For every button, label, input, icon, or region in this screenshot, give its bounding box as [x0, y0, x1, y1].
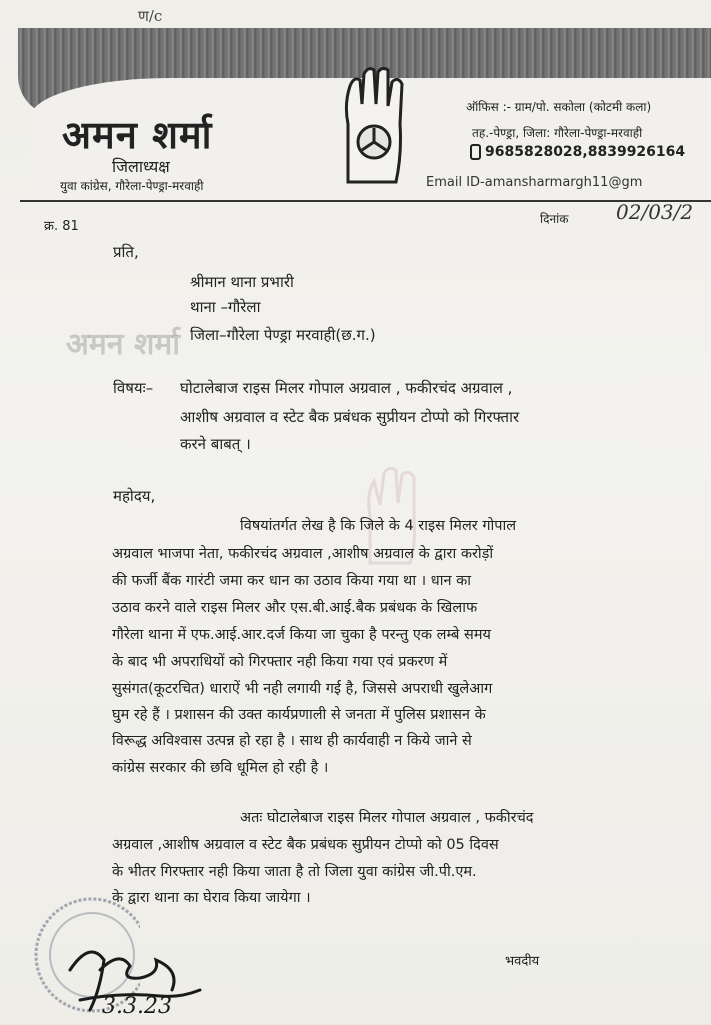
subject-line-2: आशीष अग्रवाल व स्टेट बैक प्रबंधक सुप्रीयन टोप्पो को गिरफ्तार: [180, 408, 520, 426]
letterhead-name: अमन शर्मा: [62, 113, 213, 157]
body-line: के द्वारा थाना का घेराव किया जायेगा ।: [112, 890, 311, 906]
corner-handwritten-mark: ण/c: [138, 7, 163, 25]
reference-number: क्र. 81: [44, 219, 79, 234]
header-divider: [20, 200, 711, 202]
body-line: अग्रवाल भाजपा नेता, फकीरचंद अग्रवाल ,आशीष अग्रवाल के द्वारा करोड़ों: [112, 546, 494, 562]
body-line: घुम रहे हैं । प्रशासन की उक्त कार्यप्रणाली से जनता में पुलिस प्रशासन के: [112, 707, 486, 723]
address-line-2: थाना –गौरेला: [190, 298, 261, 316]
closing-word: भवदीय: [505, 954, 540, 969]
phone-icon: [470, 144, 481, 160]
body-line: सुसंगत(कूटरचित) धाराऐं भी नही लगायी गई है, जिससे अपराधी खुलेआग: [112, 681, 493, 697]
body-line: विषयांतर्गत लेख है कि जिले के 4 राइस मिलर गोपाल: [240, 518, 517, 534]
body-line: की फर्जी बैंक गारंटी जमा कर धान का उठाव किया गया था । धान का: [112, 573, 472, 589]
body-line: के बाद भी अपराधियों को गिरफ्तार नही किया गया एवं प्रकरण में: [112, 654, 448, 670]
body-line: उठाव करने वाले राइस मिलर और एस.बी.आई.बैक प्रबंधक के खिलाफ: [112, 600, 478, 616]
address-line-3: जिला–गौरेला पेण्ड्रा मरवाही(छ.ग.): [190, 326, 376, 344]
district-address: तह.-पेण्ड्रा, जिला: गौरेला-पेण्ड्रा-मरवाही: [472, 126, 643, 140]
address-line-1: श्रीमान थाना प्रभारी: [190, 273, 294, 291]
phone-numbers: 9685828028,8839926164: [485, 144, 686, 160]
body-line: अतः घोटालेबाज राइस मिलर गोपाल अग्रवाल , फकीरचंद: [240, 810, 534, 826]
letterhead-role: जिलाध्यक्ष: [112, 157, 170, 176]
date-value: 02/03/2: [616, 200, 694, 224]
body-line: गौरेला थाना में एफ.आई.आर.दर्ज किया जा चुका है परन्तु एक लम्बे समय: [112, 627, 491, 643]
body-line: अग्रवाल ,आशीष अग्रवाल व स्टेट बैक प्रबंधक सुप्रीयन टोप्पो को 05 दिवस: [112, 837, 499, 853]
signature-date: 3.3.23: [102, 994, 172, 1019]
subject-line-1: घोटालेबाज राइस मिलर गोपाल अग्रवाल , फकीरचंद अग्रवाल ,: [180, 379, 513, 397]
faded-stamp: अमन शर्मा: [66, 327, 181, 362]
address-to: प्रति,: [113, 243, 139, 261]
subject-label: विषयः–: [113, 379, 154, 397]
body-line: के भीतर गिरफ्तार नही किया जाता है तो जिला युवा कांग्रेस जी.पी.एम.: [112, 864, 477, 880]
office-address: ऑफिस :- ग्राम/पो. सकोला (कोटमी कला): [466, 100, 652, 114]
subject-line-3: करने बाबत् ।: [180, 435, 251, 453]
email-address: Email ID-amansharmargh11@gm: [426, 175, 643, 190]
body-line: विरूद्ध अविश्वास उत्पन्न हो रहा है । साथ ही कार्यवाही न किये जाने से: [112, 733, 472, 749]
congress-hand-logo-icon: [330, 64, 416, 184]
date-label: दिनांक: [540, 212, 569, 226]
body-line: कांग्रेस सरकार की छवि धूमिल हो रही है ।: [112, 760, 329, 776]
phone-row: [470, 144, 685, 160]
salutation: महोदय,: [113, 487, 156, 505]
letterhead-organization: युवा कांग्रेस, गौरेला-पेण्ड्रा-मरवाही: [60, 179, 204, 193]
